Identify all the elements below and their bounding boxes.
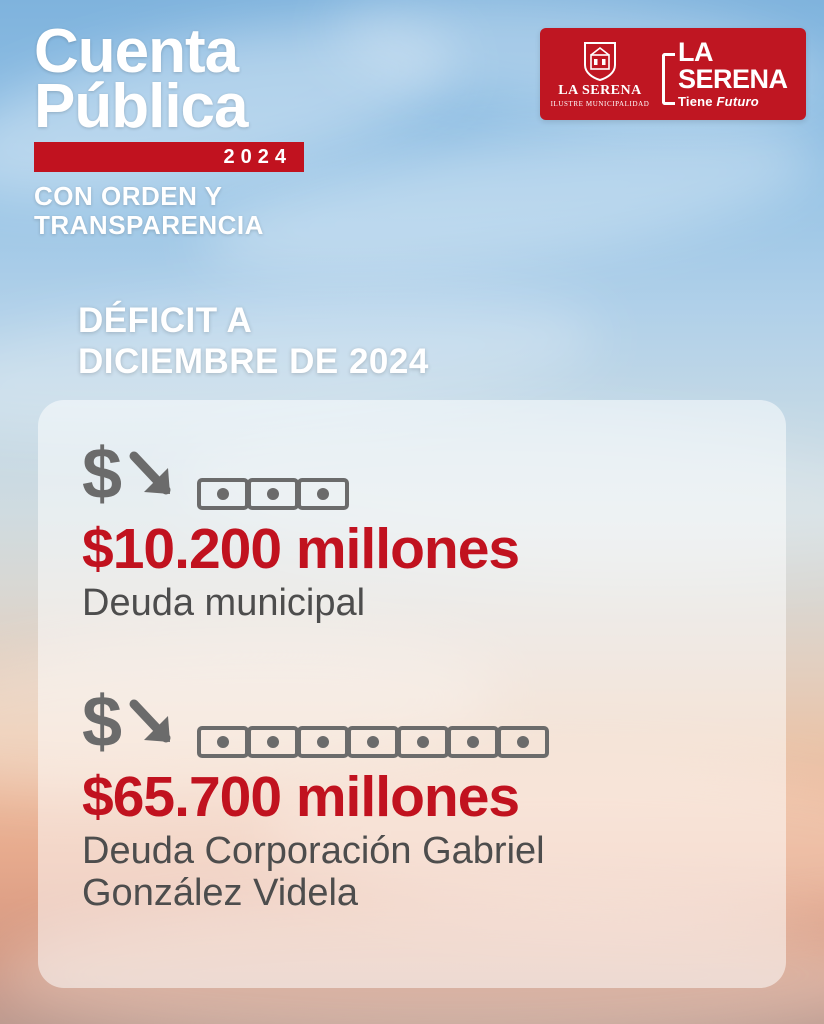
- crest-block: [540, 41, 660, 108]
- header-subtitle: [34, 182, 304, 240]
- banknote-icon: [246, 720, 302, 762]
- header-subtitle-line1: CON ORDEN Y: [34, 181, 223, 212]
- banknote-icon: [396, 720, 452, 762]
- stats-card: [38, 400, 786, 988]
- stat-icon-row: [82, 440, 519, 514]
- header-block: [34, 17, 304, 241]
- money-decrease-icon: [82, 688, 192, 762]
- banknote-icon: [196, 720, 252, 762]
- municipality-logo-badge: [540, 28, 806, 120]
- page-title-line2: Pública: [34, 72, 248, 142]
- brand-block: [660, 39, 806, 109]
- header-subtitle-line2: TRANSPARENCIA: [34, 210, 264, 241]
- banknote-icon: [296, 472, 352, 514]
- stat-amount: $65.700 millones: [82, 765, 520, 829]
- stat-caption-line2: González Videla: [82, 872, 359, 915]
- section-title: [78, 300, 429, 383]
- section-title-line1: DÉFICIT A: [78, 301, 253, 340]
- shield-crest-icon: [583, 41, 617, 81]
- section-title-line2: DICIEMBRE DE 2024: [78, 342, 429, 382]
- brand-tagline-b: Futuro: [716, 94, 759, 109]
- banknote-icon: [196, 472, 252, 514]
- banknote-icon: [246, 472, 302, 514]
- crest-subtitle: ILUSTRE MUNICIPALIDAD: [550, 99, 650, 108]
- stat-caption-line1: Deuda Corporación Gabriel: [82, 829, 545, 872]
- bill-stack: [202, 472, 352, 514]
- banknote-icon: [446, 720, 502, 762]
- crest-name: LA SERENA: [558, 82, 642, 98]
- svg-text:$: $: [82, 688, 123, 762]
- brand-tagline: [664, 94, 806, 109]
- bill-stack: [202, 720, 552, 762]
- brand-tagline-a: Tiene: [678, 94, 713, 109]
- banknote-icon: [496, 720, 552, 762]
- svg-text:$: $: [82, 440, 123, 514]
- year-badge: [34, 142, 304, 172]
- bracket-icon: [662, 53, 675, 105]
- brand-name: LA SERENA: [678, 37, 788, 94]
- banknote-icon: [296, 720, 352, 762]
- stat-caption: Deuda municipal: [82, 581, 366, 624]
- stat-item: [82, 440, 519, 624]
- banknote-icon: [346, 720, 402, 762]
- money-decrease-icon: [82, 440, 192, 514]
- stat-caption: [82, 830, 552, 915]
- stat-icon-row: [82, 688, 552, 762]
- stat-amount: $10.200 millones: [82, 517, 520, 581]
- year-label: 2024: [223, 145, 292, 168]
- stat-item: [82, 688, 552, 915]
- page-title-line1: Cuenta: [34, 17, 239, 86]
